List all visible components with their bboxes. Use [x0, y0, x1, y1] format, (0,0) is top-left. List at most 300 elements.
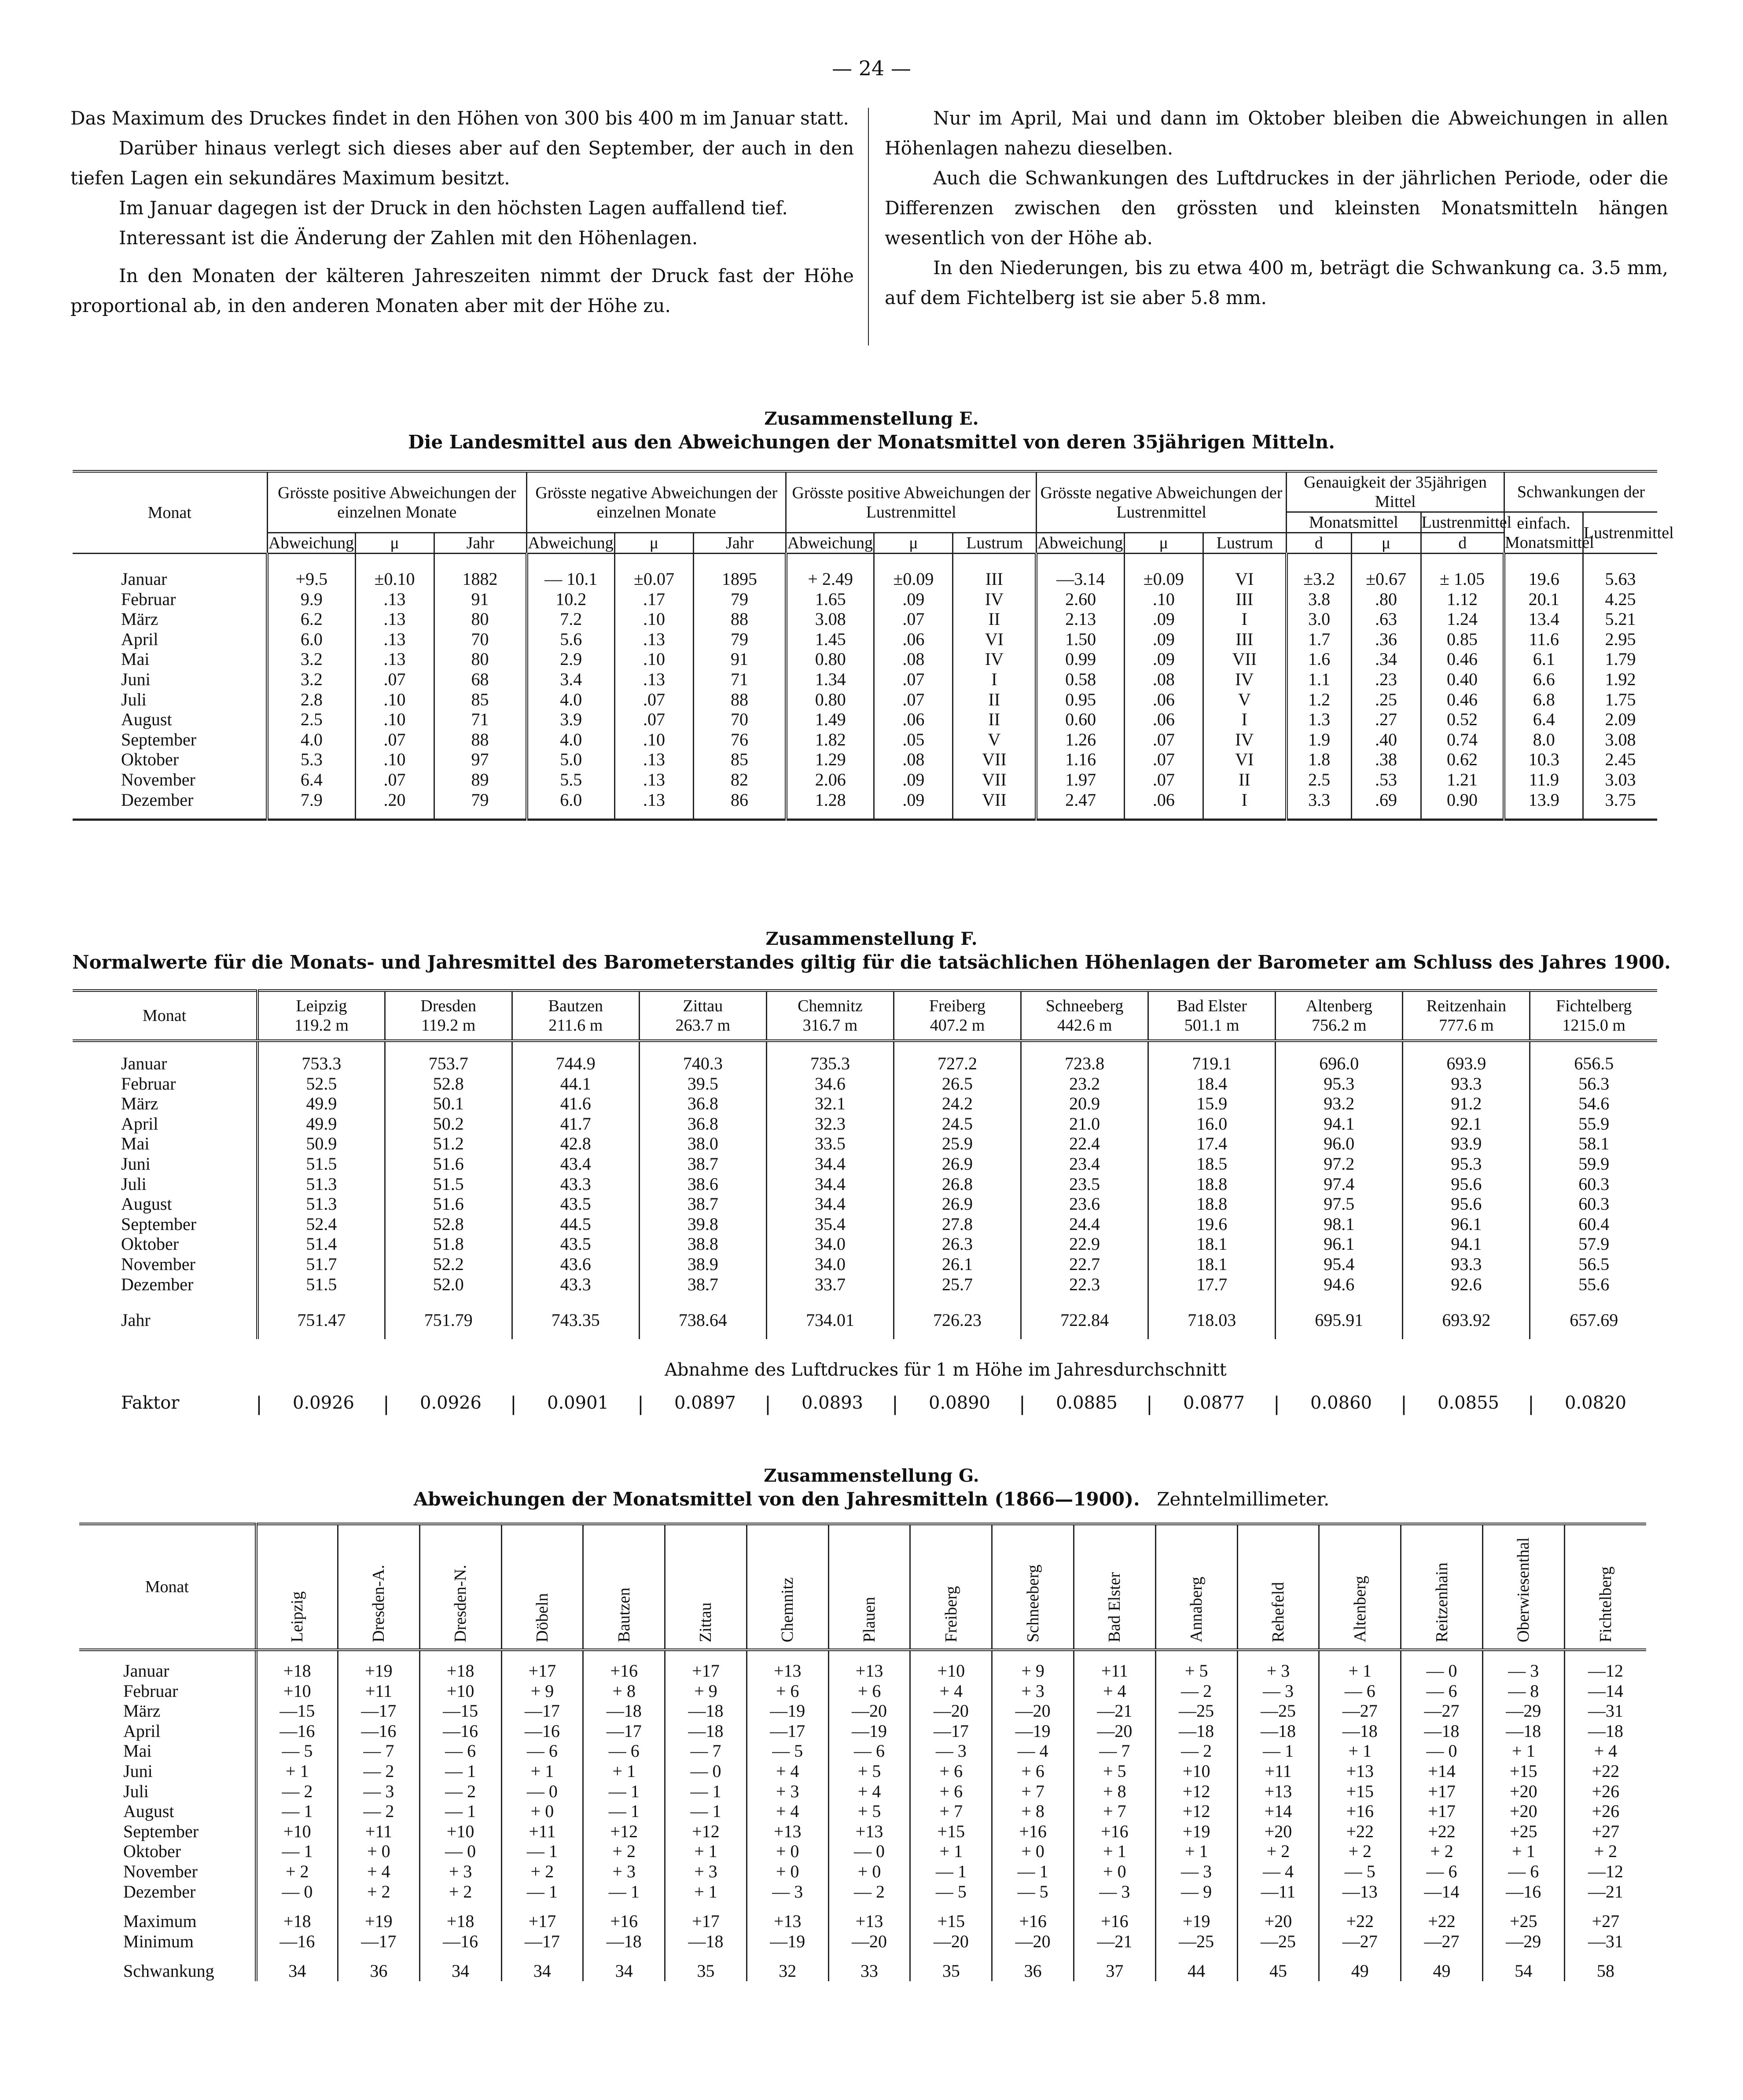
station-name: Freiberg [941, 1586, 960, 1642]
value-cell: 22.7 [1021, 1254, 1148, 1274]
spacer-cell [73, 1294, 257, 1310]
value-cell: 26.9 [894, 1194, 1021, 1214]
schwankung-row [79, 1961, 1646, 1981]
value-cell: 5.3 [267, 749, 355, 770]
spacer-cell [1482, 1650, 1564, 1661]
spacer-cell [512, 1330, 639, 1339]
value-cell: 85 [693, 749, 786, 770]
station-name: Zittau [696, 1602, 715, 1642]
spacer-cell [419, 1951, 501, 1961]
value-cell: + 7 [910, 1801, 992, 1821]
spacer-cell [766, 1330, 894, 1339]
value-cell: + 2 [419, 1882, 501, 1902]
table-row [73, 1214, 1657, 1234]
value-cell: —13 [1319, 1882, 1401, 1902]
value-cell: — 6 [583, 1741, 665, 1761]
value-cell: 45 [1237, 1961, 1319, 1981]
value-cell: 719.1 [1148, 1054, 1276, 1074]
spacer-cell [874, 554, 953, 569]
value-cell: 4.0 [527, 730, 615, 750]
spacer-cell [1403, 1330, 1530, 1339]
separator: | [765, 1393, 771, 1415]
station-header [1074, 1524, 1156, 1650]
month-label: November [121, 1254, 195, 1274]
value-cell: + 0 [992, 1841, 1074, 1861]
value-cell: 1.8 [1287, 749, 1351, 770]
value-cell: VII [953, 770, 1036, 790]
value-cell: +13 [746, 1911, 828, 1931]
station-height: 777.6 m [1439, 1016, 1494, 1035]
value-cell: 51.6 [385, 1154, 512, 1174]
value-cell: 25.7 [894, 1274, 1021, 1295]
value-cell: + 0 [501, 1801, 583, 1821]
value-cell: 36.8 [639, 1094, 766, 1114]
value-cell: 3.2 [267, 649, 355, 669]
value-cell: +17 [501, 1661, 583, 1681]
value-cell: +10 [256, 1821, 338, 1842]
spacer-cell [615, 810, 694, 820]
value-cell: 34.0 [766, 1234, 894, 1254]
value-cell: —25 [1237, 1931, 1319, 1952]
value-cell: 1.1 [1287, 669, 1351, 690]
station-height: 119.2 m [421, 1016, 476, 1035]
value-cell: + 6 [910, 1761, 992, 1781]
station-height: 119.2 m [294, 1016, 349, 1035]
value-cell: —20 [992, 1931, 1074, 1952]
value-cell: .10 [615, 649, 694, 669]
value-cell: +19 [1155, 1821, 1237, 1842]
value-cell: 51.3 [257, 1174, 385, 1194]
col-header-lustrum: Lustrum [1203, 533, 1286, 554]
value-cell: 18.1 [1148, 1254, 1276, 1274]
value-cell: 3.9 [527, 709, 615, 730]
value-cell: .13 [615, 749, 694, 770]
paragraph: Das Maximum des Druckes findet in den Höhen von 300 bis 400 m im Januar statt. [70, 107, 849, 129]
value-cell: + 4 [910, 1681, 992, 1701]
value-cell: 657.69 [1530, 1310, 1657, 1330]
value-cell: — 7 [338, 1741, 419, 1761]
value-cell: +22 [1401, 1821, 1483, 1842]
spacer-cell [1421, 810, 1504, 820]
value-cell: —16 [1482, 1882, 1564, 1902]
value-cell: — 3 [1237, 1681, 1319, 1701]
value-cell: 2.60 [1036, 589, 1124, 609]
value-cell: + 4 [338, 1861, 419, 1882]
value-cell: .10 [615, 730, 694, 750]
value-cell: 95.3 [1276, 1074, 1403, 1094]
value-cell: 3.2 [267, 669, 355, 690]
value-cell: 79 [693, 629, 786, 650]
station-name: Schneeberg [1023, 1564, 1042, 1642]
spacer-cell [1287, 554, 1351, 569]
value-cell: +27 [1564, 1821, 1646, 1842]
value-cell: —18 [583, 1701, 665, 1721]
spacer-cell [1021, 1041, 1148, 1054]
value-cell: — 3 [1482, 1661, 1564, 1681]
value-cell: 13.4 [1504, 609, 1583, 629]
value-cell: 52.0 [385, 1274, 512, 1295]
spacer-cell [665, 1951, 747, 1961]
value-cell: 0.85 [1421, 629, 1504, 650]
value-cell: 17.4 [1148, 1134, 1276, 1154]
table-row [73, 1234, 1657, 1254]
spacer-cell [786, 554, 874, 569]
station-height: 442.6 m [1057, 1016, 1112, 1035]
unit-label: Zehntelmillimeter. [1157, 1488, 1330, 1510]
spacer-cell [894, 1041, 1021, 1054]
station-name: Plauen [860, 1597, 879, 1642]
value-cell: + 7 [992, 1781, 1074, 1802]
value-cell: 26.9 [894, 1154, 1021, 1174]
spacer-cell [693, 554, 786, 569]
station-name: Chemnitz [778, 1577, 797, 1642]
value-cell: —18 [1319, 1721, 1401, 1741]
value-cell: — 1 [419, 1761, 501, 1781]
value-cell: 49 [1401, 1961, 1483, 1981]
col-header-monat: Monat [79, 1524, 256, 1650]
table-row [73, 749, 1657, 770]
value-cell: 23.6 [1021, 1194, 1148, 1214]
value-cell: 726.23 [894, 1310, 1021, 1330]
value-cell: + 3 [746, 1781, 828, 1802]
value-cell: ±0.07 [615, 569, 694, 589]
value-cell: 38.8 [639, 1234, 766, 1254]
value-cell: +19 [1155, 1911, 1237, 1931]
value-cell: +13 [828, 1911, 910, 1931]
station-header [665, 1524, 747, 1650]
value-cell: + 6 [910, 1781, 992, 1802]
value-cell: —18 [1482, 1721, 1564, 1741]
spacer-cell [338, 1951, 419, 1961]
spacer-cell [786, 810, 874, 820]
value-cell: + 3 [665, 1861, 747, 1882]
faktor-value: 0.0820 [1565, 1393, 1626, 1413]
value-cell: 32 [746, 1961, 828, 1981]
month-label: November [121, 769, 195, 789]
value-cell: 22.9 [1021, 1234, 1148, 1254]
value-cell: —20 [828, 1701, 910, 1721]
value-cell: .13 [615, 629, 694, 650]
month-label: April [121, 629, 158, 649]
value-cell: 6.4 [267, 770, 355, 790]
value-cell: IV [953, 649, 1036, 669]
station-header [1021, 991, 1148, 1041]
value-cell: + 7 [1074, 1801, 1156, 1821]
table-row [73, 1194, 1657, 1214]
station-header [338, 1524, 419, 1650]
spacer-cell [434, 554, 527, 569]
table-row [73, 730, 1657, 750]
value-cell: 20.1 [1504, 589, 1583, 609]
station-height: 1215.0 m [1562, 1016, 1625, 1035]
spacer-cell [1564, 1951, 1646, 1961]
spacer-cell [1237, 1650, 1319, 1661]
spacer-cell [992, 1650, 1074, 1661]
month-label: August [121, 709, 172, 730]
value-cell: —18 [583, 1931, 665, 1952]
value-cell: 26.1 [894, 1254, 1021, 1274]
value-cell: ± 1.05 [1421, 569, 1504, 589]
value-cell: 723.8 [1021, 1054, 1148, 1074]
value-cell: 93.3 [1403, 1254, 1530, 1274]
spacer-cell [746, 1902, 828, 1911]
row-label: Jahr [121, 1310, 151, 1330]
value-cell: 55.6 [1530, 1274, 1657, 1295]
table-row [79, 1801, 1646, 1821]
spacer-cell [1036, 810, 1124, 820]
value-cell: VI [1203, 569, 1286, 589]
month-label: Oktober [121, 1234, 179, 1254]
station-name: Bad Elster [1105, 1572, 1124, 1642]
row-label: Schwankung [123, 1961, 214, 1981]
spacer-cell [583, 1902, 665, 1911]
value-cell: —16 [419, 1721, 501, 1741]
value-cell: 0.52 [1421, 709, 1504, 730]
value-cell: 6.1 [1504, 649, 1583, 669]
value-cell: 93.2 [1276, 1094, 1403, 1114]
value-cell: — 3 [338, 1781, 419, 1802]
value-cell: +19 [338, 1661, 419, 1681]
spacer-cell [267, 554, 355, 569]
row-label: Minimum [123, 1931, 194, 1951]
spacer-cell [512, 1294, 639, 1310]
station-header [1401, 1524, 1483, 1650]
value-cell: +22 [1319, 1821, 1401, 1842]
month-label: Oktober [123, 1841, 181, 1861]
month-label: Juli [123, 1781, 149, 1801]
value-cell: .53 [1351, 770, 1421, 790]
value-cell: 0.80 [786, 649, 874, 669]
value-cell: 1.6 [1287, 649, 1351, 669]
spacer-cell [746, 1951, 828, 1961]
value-cell: 94.1 [1403, 1234, 1530, 1254]
value-cell: .63 [1351, 609, 1421, 629]
value-cell: 3.03 [1583, 770, 1657, 790]
month-label: Juni [121, 1153, 151, 1174]
value-cell: 49 [1319, 1961, 1401, 1981]
station-name: Altenberg [1305, 997, 1372, 1015]
value-cell: 751.79 [385, 1310, 512, 1330]
faktor-value: 0.0897 [674, 1393, 736, 1413]
spacer-cell [419, 1650, 501, 1661]
month-label: Mai [123, 1741, 152, 1761]
value-cell: 1.7 [1287, 629, 1351, 650]
value-cell: 33.5 [766, 1134, 894, 1154]
spacer-cell [910, 1902, 992, 1911]
table-row [73, 1154, 1657, 1174]
value-cell: — 9 [1155, 1882, 1237, 1902]
value-cell: 15.9 [1148, 1094, 1276, 1114]
value-cell: VI [1203, 749, 1286, 770]
spacer-cell [338, 1650, 419, 1661]
spacer-cell [693, 810, 786, 820]
value-cell: 70 [434, 629, 527, 650]
value-cell: 71 [434, 709, 527, 730]
col-header-mu: μ [1351, 533, 1421, 554]
station-name: Dresden-N. [451, 1564, 470, 1642]
value-cell: +13 [1319, 1761, 1401, 1781]
value-cell: — 1 [583, 1882, 665, 1902]
month-label: Dezember [121, 1274, 194, 1294]
value-cell: + 1 [1319, 1661, 1401, 1681]
value-cell: —18 [665, 1931, 747, 1952]
value-cell: +16 [1074, 1911, 1156, 1931]
value-cell: II [1203, 770, 1286, 790]
spacer-cell [1351, 554, 1421, 569]
month-label: Juli [121, 1174, 147, 1194]
value-cell: 93.3 [1403, 1074, 1530, 1094]
value-cell: .09 [1124, 629, 1203, 650]
table-row [73, 690, 1657, 710]
value-cell: —17 [501, 1701, 583, 1721]
value-cell: 1.82 [786, 730, 874, 750]
value-cell: —16 [501, 1721, 583, 1741]
value-cell: — 7 [665, 1741, 747, 1761]
value-cell: — 0 [419, 1841, 501, 1861]
spacer-cell [639, 1041, 766, 1054]
value-cell: 39.8 [639, 1214, 766, 1234]
station-name: Döbeln [533, 1593, 552, 1642]
value-cell: 98.1 [1276, 1214, 1403, 1234]
value-cell: + 1 [910, 1841, 992, 1861]
spacer-cell [1401, 1650, 1483, 1661]
value-cell: +10 [256, 1681, 338, 1701]
month-label: November [123, 1861, 198, 1881]
value-cell: 2.47 [1036, 790, 1124, 810]
value-cell: 49.9 [257, 1094, 385, 1114]
table-row [79, 1821, 1646, 1842]
value-cell: +13 [828, 1821, 910, 1842]
station-header [910, 1524, 992, 1650]
value-cell: 32.1 [766, 1094, 894, 1114]
value-cell: + 0 [1074, 1861, 1156, 1882]
value-cell: —27 [1319, 1931, 1401, 1952]
value-cell: —16 [419, 1931, 501, 1952]
value-cell: .08 [1124, 669, 1203, 690]
month-label: August [123, 1801, 174, 1821]
value-cell: +27 [1564, 1911, 1646, 1931]
value-cell: +11 [338, 1821, 419, 1842]
value-cell: + 9 [992, 1661, 1074, 1681]
value-cell: 97.4 [1276, 1174, 1403, 1194]
spacer-cell [639, 1330, 766, 1339]
spacer-cell [256, 1951, 338, 1961]
value-cell: 97.5 [1276, 1194, 1403, 1214]
value-cell: —15 [256, 1701, 338, 1721]
faktor-value: 0.0890 [929, 1393, 990, 1413]
value-cell: —12 [1564, 1661, 1646, 1681]
spacer-cell [527, 810, 615, 820]
spacer-cell [1482, 1902, 1564, 1911]
value-cell: —16 [256, 1931, 338, 1952]
separator: | [1528, 1393, 1534, 1415]
spacer-cell [828, 1650, 910, 1661]
separator: | [1273, 1393, 1280, 1415]
value-cell: 43.3 [512, 1174, 639, 1194]
spacer-cell [910, 1650, 992, 1661]
station-name: Freiberg [929, 997, 986, 1015]
col-group-pos-monate: Grösste positive Abweichungen der einzelnen Monate [267, 471, 526, 533]
col-group-pos-lustren: Grösste positive Abweichungen der Lustrenmittel [786, 471, 1036, 533]
value-cell: 24.5 [894, 1114, 1021, 1134]
value-cell: — 6 [1401, 1681, 1483, 1701]
value-cell: — 1 [1237, 1741, 1319, 1761]
value-cell: 88 [693, 609, 786, 629]
spacer-cell [79, 1951, 256, 1961]
value-cell: II [953, 609, 1036, 629]
value-cell: .13 [355, 589, 434, 609]
value-cell: 2.13 [1036, 609, 1124, 629]
value-cell: —19 [828, 1721, 910, 1741]
value-cell: 722.84 [1021, 1310, 1148, 1330]
month-label: März [121, 609, 158, 629]
value-cell: ±0.10 [355, 569, 434, 589]
value-cell: 18.4 [1148, 1074, 1276, 1094]
minimum-row [79, 1931, 1646, 1952]
month-label: März [123, 1701, 161, 1721]
table-row [79, 1741, 1646, 1761]
spacer-cell [1276, 1294, 1403, 1310]
value-cell: + 2.49 [786, 569, 874, 589]
value-cell: 38.7 [639, 1194, 766, 1214]
value-cell: — 0 [1401, 1741, 1483, 1761]
value-cell: —18 [1237, 1721, 1319, 1741]
value-cell: 52.2 [385, 1254, 512, 1274]
value-cell: 0.62 [1421, 749, 1504, 770]
value-cell: + 1 [665, 1841, 747, 1861]
spacer-cell [257, 1330, 385, 1339]
value-cell: — 6 [828, 1741, 910, 1761]
station-name: Chemnitz [798, 997, 863, 1015]
value-cell: .07 [355, 669, 434, 690]
spacer-cell [73, 1330, 257, 1339]
value-cell: 51.8 [385, 1234, 512, 1254]
month-label: September [121, 729, 197, 749]
station-name: Rehefeld [1269, 1582, 1287, 1642]
spacer-cell [1203, 810, 1286, 820]
spacer-cell [665, 1650, 747, 1661]
station-height: 501.1 m [1184, 1016, 1239, 1035]
spacer-cell [355, 810, 434, 820]
value-cell: — 10.1 [527, 569, 615, 589]
value-cell: + 9 [501, 1681, 583, 1701]
value-cell: 656.5 [1530, 1054, 1657, 1074]
value-cell: 2.06 [786, 770, 874, 790]
value-cell: .09 [1124, 609, 1203, 629]
table-row [73, 1054, 1657, 1074]
value-cell: .09 [1124, 649, 1203, 669]
value-cell: —18 [1401, 1721, 1483, 1741]
value-cell: 71 [693, 669, 786, 690]
table-row [73, 629, 1657, 650]
value-cell: —21 [1074, 1701, 1156, 1721]
value-cell: 51.5 [385, 1174, 512, 1194]
spacer-cell [910, 1951, 992, 1961]
table-row [79, 1721, 1646, 1741]
value-cell: — 3 [746, 1882, 828, 1902]
value-cell: 1.34 [786, 669, 874, 690]
value-cell: +11 [1074, 1661, 1156, 1681]
value-cell: 1.21 [1421, 770, 1504, 790]
value-cell: I [1203, 790, 1286, 810]
value-cell: I [953, 669, 1036, 690]
value-cell: 38.7 [639, 1154, 766, 1174]
value-cell: +18 [256, 1661, 338, 1681]
value-cell: 2.5 [1287, 770, 1351, 790]
value-cell: 91.2 [1403, 1094, 1530, 1114]
value-cell: —11 [1237, 1882, 1319, 1902]
month-label: Januar [121, 1054, 167, 1073]
